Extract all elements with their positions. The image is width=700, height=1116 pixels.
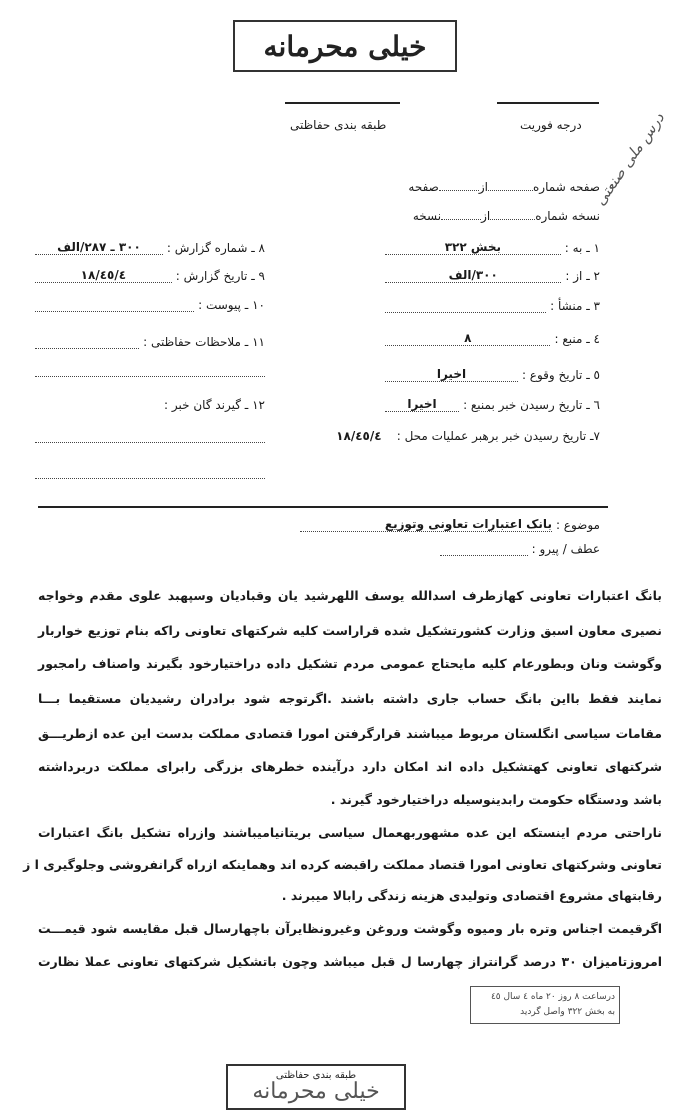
field-report-number: ۸ ـ شماره گزارش : ۳۰۰ ـ ۲۸۷/الف bbox=[35, 240, 265, 255]
body-line: وگوشت ونان وبطورعام کلیه مایحتاج عمومی مردم تشکیل داده دراختیارخود بگیرند واصناف رامجبور bbox=[38, 656, 662, 671]
stamp-text: خیلی محرمانه bbox=[263, 29, 427, 63]
body-line: شرکتهای تعاونی کهتشکیل داده اند امکان دارد درآینده خطرهای بزرگی رابرای مملکت دربرداشته bbox=[38, 759, 662, 774]
body-line: مقامات سیاسی انگلستان مربوط میباشند قرارگرفتن امورا قتصادی مملکت بدست این عده ازطریـــق bbox=[38, 726, 662, 741]
classification-label: طبقه بندی حفاظتی bbox=[290, 118, 387, 132]
field-recipients: ۱۲ ـ گیرند گان خبر : bbox=[164, 398, 265, 412]
copy-number-field: نسخه شمارهازنسخه bbox=[412, 209, 600, 223]
field-report-date: ۹ ـ تاریخ گزارش : ٤٥/٤/۱۸ bbox=[35, 268, 265, 283]
urgency-label: درجه فوریت bbox=[520, 118, 582, 132]
field-source: ٤ ـ منبع : ۸ bbox=[385, 331, 600, 346]
field-from: ۲ ـ از : ۳۰۰/الف bbox=[385, 268, 600, 283]
field-event-date: ٥ ـ تاریخ وقوع : اخیرا bbox=[385, 367, 600, 382]
field-to: ۱ ـ به : بخش ۳۲۲ bbox=[385, 240, 600, 255]
body-line: نمایند فقط بااین بانگ حساب جاری داشته باشند .اگرتوجه شود برادران رشیدیان مستقیما بـــا bbox=[38, 691, 662, 706]
recipients-line bbox=[35, 442, 265, 443]
reference-field: عطف / پیرو : bbox=[440, 542, 600, 556]
bottom-classification-stamp bbox=[226, 1064, 406, 1110]
field-source-received-date: ٦ ـ تاریخ رسیدن خبر بمنبع : اخیرا bbox=[385, 397, 600, 412]
recipients-line bbox=[35, 478, 265, 479]
field-attachment: ۱۰ ـ پیوست : bbox=[35, 298, 265, 312]
bottom-stamp-text: خیلی محرمانه bbox=[252, 1079, 380, 1104]
field-local-received-date: ۷ـ تاریخ رسیدن خبر برهبر عملیات محل : ٤٥/٤/۱۸ bbox=[336, 429, 600, 443]
body-line: باشد ودستگاه حکومت رابدینوسیله دراختیارخود گیرند . bbox=[330, 792, 662, 807]
body-line: نصیری معاون اسبق وزارت کشورتشکیل شده قراراست کلیه شرکتهای تعاونی راکه بنام توزیع خواربار bbox=[38, 623, 662, 638]
top-classification-stamp bbox=[233, 20, 457, 72]
subject-field: موضوع : بانک اعتبارات تعاونی وتوزیع bbox=[300, 517, 600, 532]
body-line: اگرقیمت اجناس وتره بار ومیوه وگوشت وروغن وغیرونظایرآن باچهارسال قبل مقایسه شود قیمـــت bbox=[38, 921, 662, 936]
security-notes-line bbox=[35, 376, 265, 377]
body-line: امروزتامیزان ۳۰ درصد گرانتراز چهارسا ل قبل میباشد وچون باتشکیل شرکتهای تعاونی عملا نظارت bbox=[38, 954, 662, 969]
body-line: ناراحتی مردم اینستکه این عده مشهوربهعمال سیاسی بریتانیامیباشند وازراه تشکیل بانگ اعتبارات bbox=[38, 825, 662, 840]
body-line: بانگ اعتبارات تعاونی کهازطرف اسدالله یوسف اللهرشید یان وقبادیان وسپهبد علوی مقدم وخواجه bbox=[38, 588, 662, 603]
page-number-field: صفحه شمارهازصفحه bbox=[408, 180, 600, 194]
receipt-line-2: به بخش ۳۲۲ واصل گردید bbox=[520, 1007, 615, 1017]
field-origin: ۳ ـ منشأ : bbox=[385, 299, 600, 313]
body-line: تعاونی وشرکتهای تعاونی امورا قتصاد مملکت راقبضه کرده اند وهماینکه ازراه گرانفروشی وجلوگیری ا ز bbox=[23, 857, 662, 872]
section-divider bbox=[38, 506, 608, 508]
urgency-rule bbox=[497, 102, 599, 104]
receipt-line-1: درساعت ۸ روز ۲۰ ماه ٤ سال ٤٥ bbox=[490, 992, 615, 1002]
field-security-notes: ۱۱ ـ ملاحظات حفاظتی : bbox=[35, 335, 265, 349]
classification-rule bbox=[285, 102, 400, 104]
handwritten-note: درس ملی صنعتی bbox=[590, 109, 668, 209]
body-line: رقابتهای مشروع اقتصادی وتولیدی هزینه زندگی رابالا میبرند . bbox=[281, 888, 662, 903]
bottom-stamp-label: طبقه بندی حفاظتی bbox=[275, 1070, 357, 1081]
receipt-stamp bbox=[470, 986, 620, 1024]
